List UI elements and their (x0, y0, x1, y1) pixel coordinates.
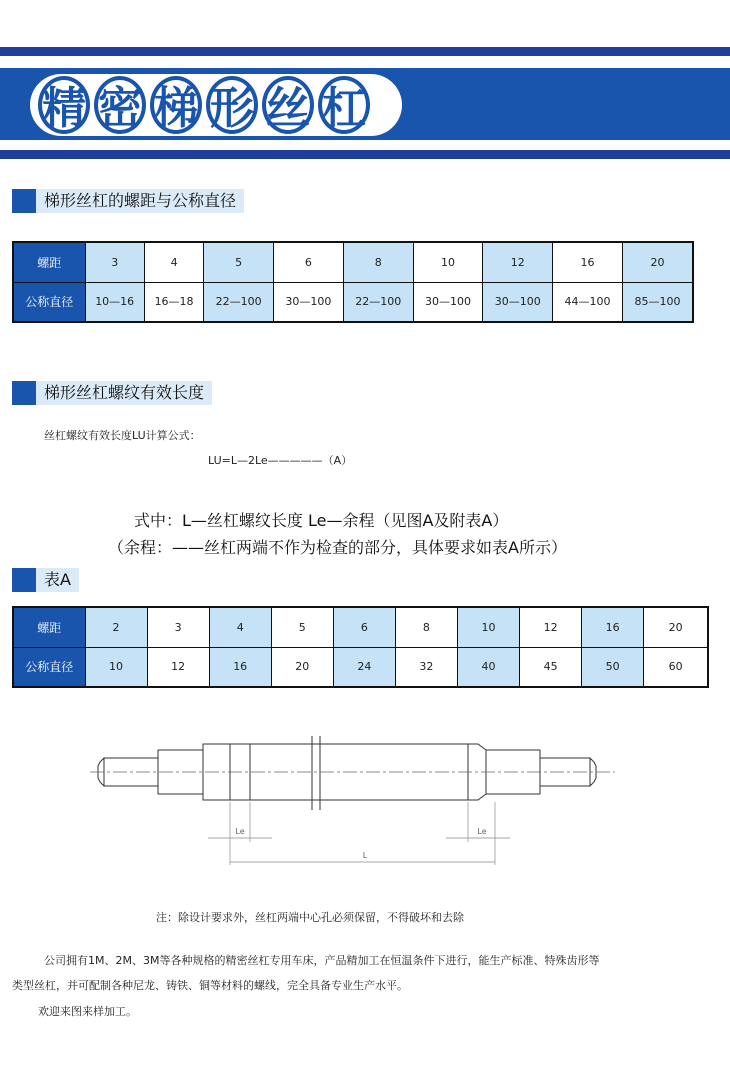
row-header: 公称直径 (13, 282, 85, 322)
table-cell: 2 (85, 607, 147, 647)
table-cell: 10 (413, 242, 483, 282)
table-cell: 16 (582, 607, 644, 647)
table-cell: 6 (333, 607, 395, 647)
company-paragraph-line1: 公司拥有1M、2M、3M等各种规格的精密丝杠专用车床，产品精加工在恒温条件下进行，能生产标准、特殊齿形等 (44, 954, 600, 967)
title-char: 丝 (262, 76, 314, 134)
row-header: 螺距 (13, 607, 85, 647)
pitch-diameter-table (12, 241, 694, 323)
table-cell: 10—16 (85, 282, 144, 322)
table-row (13, 242, 693, 282)
table-cell: 8 (343, 242, 413, 282)
section-marker (12, 568, 36, 592)
formula: LU=L—2Le—————（A） (208, 454, 353, 467)
table-cell: 30—100 (413, 282, 483, 322)
title-char: 密 (94, 76, 146, 134)
table-cell: 16 (209, 647, 271, 687)
table-cell: 50 (582, 647, 644, 687)
table-row (13, 647, 708, 687)
table-cell: 20 (622, 242, 693, 282)
section-marker (12, 189, 36, 213)
drawing-note: 注：除设计要求外，丝杠两端中心孔必须保留，不得破坏和去除 (156, 911, 464, 924)
table-cell: 20 (271, 647, 333, 687)
section-marker (12, 381, 36, 405)
section-heading-table-a (12, 568, 79, 592)
table-cell: 32 (395, 647, 457, 687)
section-heading-effective-length (12, 381, 212, 405)
table-cell: 40 (457, 647, 519, 687)
title-char: 梯 (150, 76, 202, 134)
table-cell: 85—100 (622, 282, 693, 322)
title-char: 形 (206, 76, 258, 134)
section-heading-pitch-diameter (12, 189, 244, 213)
table-cell: 30—100 (483, 282, 553, 322)
table-row (13, 607, 708, 647)
header-bottom-stripe (0, 150, 730, 159)
table-cell: 5 (204, 242, 274, 282)
formula-intro: 丝杠螺纹有效长度LU计算公式： (44, 429, 201, 442)
l-label: L (362, 851, 368, 860)
allowance-explanation: （余程：——丝杠两端不作为检查的部分，具体要求如表A所示） (108, 538, 567, 557)
welcome-line: 欢迎来图来样加工。 (38, 1005, 137, 1018)
row-header: 螺距 (13, 242, 85, 282)
table-cell: 4 (209, 607, 271, 647)
table-cell: 16 (553, 242, 623, 282)
row-header: 公称直径 (13, 647, 85, 687)
table-cell: 12 (483, 242, 553, 282)
le-right-label: Le (477, 827, 487, 836)
section-title: 表A (36, 568, 79, 592)
table-cell: 16—18 (144, 282, 203, 322)
table-cell: 60 (644, 647, 708, 687)
table-cell: 12 (147, 647, 209, 687)
header-top-stripe (0, 47, 730, 56)
section-title: 梯形丝杠的螺距与公称直径 (36, 189, 244, 213)
table-cell: 3 (147, 607, 209, 647)
table-cell: 10 (85, 647, 147, 687)
table-cell: 6 (274, 242, 344, 282)
table-cell: 20 (644, 607, 708, 647)
table-cell: 30—100 (274, 282, 344, 322)
section-title: 梯形丝杠螺纹有效长度 (36, 381, 212, 405)
table-cell: 8 (395, 607, 457, 647)
table-cell: 4 (144, 242, 203, 282)
table-cell: 10 (457, 607, 519, 647)
table-cell: 24 (333, 647, 395, 687)
table-cell: 3 (85, 242, 144, 282)
table-cell: 5 (271, 607, 333, 647)
table-cell: 22—100 (204, 282, 274, 322)
title-char: 精 (38, 76, 90, 134)
title-char: 杠 (318, 76, 370, 134)
table-a (12, 606, 709, 688)
table-cell: 45 (520, 647, 582, 687)
le-left-label: Le (235, 827, 245, 836)
table-cell: 12 (520, 607, 582, 647)
table-cell: 44—100 (553, 282, 623, 322)
table-row (13, 282, 693, 322)
company-paragraph-line2: 类型丝杠，并可配制各种尼龙、铸铁、铜等材料的螺线，完全具备专业生产水平。 (12, 979, 408, 992)
table-cell: 22—100 (343, 282, 413, 322)
formula-explanation: 式中：L—丝杠螺纹长度 Le—余程（见图A及附表A） (134, 511, 509, 530)
page-title (38, 76, 370, 134)
lead-screw-drawing (90, 730, 620, 880)
